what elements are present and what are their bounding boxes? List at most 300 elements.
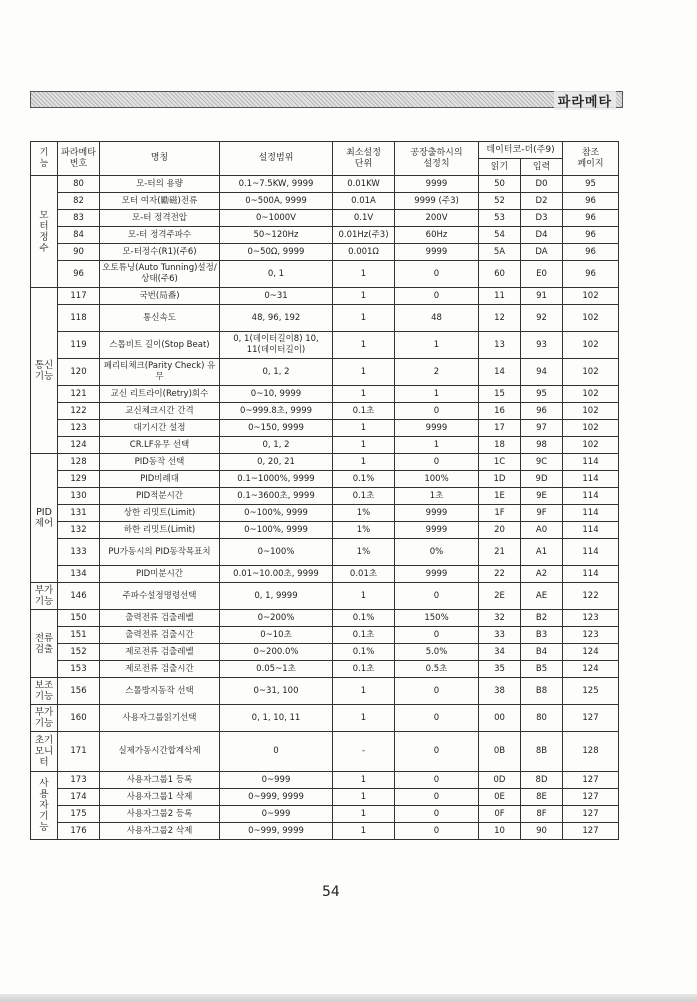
cell-write: 93 [521,332,563,359]
cell-default: 0 [395,806,479,823]
header-group: 기 능 [31,142,58,176]
cell-name: 스톱비트 길이(Stop Beat) [100,332,220,359]
cell-unit: 1% [333,522,395,539]
cell-range: 0~50Ω, 9999 [220,244,333,261]
cell-unit: 1 [333,454,395,471]
cell-write: 95 [521,386,563,403]
cell-write: 9D [521,471,563,488]
cell-ref: 122 [563,583,619,610]
cell-unit: 1 [333,772,395,789]
cell-write: 96 [521,403,563,420]
cell-range: 0~200.0% [220,644,333,661]
cell-range: 0~31, 100 [220,678,333,705]
cell-ref: 96 [563,210,619,227]
cell-write: 9E [521,488,563,505]
cell-code: 90 [58,244,100,261]
cell-write: 98 [521,437,563,454]
cell-default: 0 [395,823,479,840]
cell-unit: 0.1초 [333,403,395,420]
group-cell: 사 용 자 기 능 [31,772,58,840]
cell-ref: 102 [563,420,619,437]
cell-read: 0E [479,789,521,806]
cell-default: 0 [395,583,479,610]
cell-default: 0 [395,454,479,471]
cell-unit: 0.01Hz(주3) [333,227,395,244]
table-row [31,522,619,539]
cell-ref: 102 [563,288,619,305]
cell-default: 2 [395,359,479,386]
cell-code: 129 [58,471,100,488]
cell-range: 0, 1 [220,261,333,288]
cell-code: 133 [58,539,100,566]
group-cell: 전류 검출 [31,610,58,678]
cell-name: 사용자그룹1 등록 [100,772,220,789]
cell-default: 0 [395,403,479,420]
cell-unit: 1% [333,539,395,566]
cell-ref: 114 [563,488,619,505]
cell-code: 122 [58,403,100,420]
cell-ref: 96 [563,261,619,288]
group-cell: 보조 기능 [31,678,58,705]
cell-range: 0~200% [220,610,333,627]
cell-code: 117 [58,288,100,305]
cell-unit: 1 [333,583,395,610]
cell-unit: 1 [333,261,395,288]
cell-name: 주파수설정명령선택 [100,583,220,610]
cell-read: 34 [479,644,521,661]
parameter-table [30,141,619,840]
cell-ref: 127 [563,705,619,732]
cell-ref: 96 [563,244,619,261]
cell-range: 0~999, 9999 [220,789,333,806]
table-row [31,261,619,288]
cell-range: 0, 1, 2 [220,359,333,386]
cell-unit: 1 [333,386,395,403]
cell-read: 0F [479,806,521,823]
table-row [31,386,619,403]
cell-range: 0~999 [220,806,333,823]
cell-name: CR.LF유무 선택 [100,437,220,454]
cell-name: 스톨방지동작 선택 [100,678,220,705]
cell-read: 17 [479,420,521,437]
cell-read: 22 [479,566,521,583]
cell-ref: 124 [563,661,619,678]
cell-write: 80 [521,705,563,732]
cell-default: 100% [395,471,479,488]
cell-name: 사용자그룹2 등록 [100,806,220,823]
cell-read: 16 [479,403,521,420]
table-header [31,142,619,176]
cell-name: 모터 여자(勵磁)전류 [100,193,220,210]
cell-read: 52 [479,193,521,210]
cell-code: 131 [58,505,100,522]
cell-name: 대기시간 설정 [100,420,220,437]
cell-write: AE [521,583,563,610]
cell-default: 0 [395,288,479,305]
cell-read: 1E [479,488,521,505]
cell-code: 119 [58,332,100,359]
table-row [31,732,619,772]
cell-name: 교신체크시간 간격 [100,403,220,420]
cell-read: 1C [479,454,521,471]
cell-ref: 114 [563,454,619,471]
cell-read: 5A [479,244,521,261]
cell-ref: 127 [563,772,619,789]
cell-write: DA [521,244,563,261]
cell-write: B5 [521,661,563,678]
cell-code: 83 [58,210,100,227]
table-row [31,471,619,488]
cell-range: 0~1000V [220,210,333,227]
header-default: 공장출하시의 설정치 [395,142,479,176]
header-code: 파라메타 번호 [58,142,100,176]
cell-name: PID비례대 [100,471,220,488]
cell-default: 200V [395,210,479,227]
cell-code: 160 [58,705,100,732]
cell-write: B2 [521,610,563,627]
cell-code: 96 [58,261,100,288]
cell-write: 8D [521,772,563,789]
header-write: 입력 [521,159,563,176]
cell-code: 171 [58,732,100,772]
table-row [31,420,619,437]
table-row [31,539,619,566]
table-row [31,678,619,705]
cell-ref: 114 [563,566,619,583]
cell-code: 130 [58,488,100,505]
cell-default: 0% [395,539,479,566]
cell-read: 1F [479,505,521,522]
table-row [31,454,619,471]
cell-name: 모-터의 용량 [100,176,220,193]
cell-code: 151 [58,627,100,644]
cell-range: 0~999, 9999 [220,823,333,840]
cell-range: 0.05~1초 [220,661,333,678]
cell-name: 모-터정수(R1)(주6) [100,244,220,261]
table-body [31,176,619,840]
cell-ref: 102 [563,359,619,386]
cell-name: PID미분시간 [100,566,220,583]
cell-read: 32 [479,610,521,627]
cell-name: 제로전류 검출레벨 [100,644,220,661]
cell-code: 173 [58,772,100,789]
table-row [31,644,619,661]
cell-read: 1D [479,471,521,488]
cell-write: 8B [521,732,563,772]
cell-ref: 102 [563,437,619,454]
cell-code: 134 [58,566,100,583]
cell-unit: 1 [333,678,395,705]
cell-ref: 102 [563,403,619,420]
cell-read: 20 [479,522,521,539]
cell-name: 통신속도 [100,305,220,332]
cell-ref: 114 [563,505,619,522]
cell-range: 0, 1, 10, 11 [220,705,333,732]
cell-unit: - [333,732,395,772]
cell-default: 9999 [395,244,479,261]
cell-unit: 0.1초 [333,661,395,678]
cell-default: 0 [395,772,479,789]
cell-ref: 102 [563,386,619,403]
cell-read: 00 [479,705,521,732]
cell-range: 0~500A, 9999 [220,193,333,210]
cell-code: 175 [58,806,100,823]
table-row [31,806,619,823]
cell-ref: 125 [563,678,619,705]
cell-range: 0.1~7.5KW, 9999 [220,176,333,193]
cell-code: 174 [58,789,100,806]
cell-range: 0, 1, 2 [220,437,333,454]
cell-code: 150 [58,610,100,627]
table-row [31,488,619,505]
cell-default: 0 [395,732,479,772]
cell-default: 9999 [395,505,479,522]
table-row [31,505,619,522]
cell-ref: 127 [563,789,619,806]
cell-default: 0 [395,261,479,288]
cell-name: PU가동시의 PID동작목표치 [100,539,220,566]
cell-range: 0~10, 9999 [220,386,333,403]
cell-name: 오토튜닝(Auto Tunning)설정/상태(주6) [100,261,220,288]
cell-ref: 124 [563,644,619,661]
section-header-bar [30,91,623,108]
cell-code: 128 [58,454,100,471]
page-number: 54 [322,884,340,900]
group-cell: 부가 기능 [31,583,58,610]
cell-read: 11 [479,288,521,305]
cell-name: 출력전류 검출시간 [100,627,220,644]
cell-write: 91 [521,288,563,305]
cell-unit: 1 [333,705,395,732]
cell-read: 10 [479,823,521,840]
cell-name: 사용자그룹읽기선택 [100,705,220,732]
cell-unit: 1 [333,789,395,806]
cell-read: 14 [479,359,521,386]
cell-code: 118 [58,305,100,332]
table-row [31,403,619,420]
cell-range: 50~120Hz [220,227,333,244]
cell-default: 1 [395,437,479,454]
cell-default: 9999 (주3) [395,193,479,210]
cell-name: 국번(局番) [100,288,220,305]
cell-ref: 127 [563,806,619,823]
cell-code: 120 [58,359,100,386]
cell-range: 0~31 [220,288,333,305]
table-row [31,210,619,227]
table-row [31,610,619,627]
cell-default: 9999 [395,522,479,539]
group-cell: PID 제어 [31,454,58,583]
cell-default: 0 [395,789,479,806]
table-row [31,305,619,332]
group-cell: 초기 모니 터 [31,732,58,772]
table-row [31,566,619,583]
cell-name: 상한 리밋트(Limit) [100,505,220,522]
group-cell: 모 터 정 수 [31,176,58,288]
cell-ref: 127 [563,823,619,840]
cell-unit: 0.001Ω [333,244,395,261]
cell-write: 90 [521,823,563,840]
cell-read: 12 [479,305,521,332]
cell-range: 0.1~3600초, 9999 [220,488,333,505]
table-row [31,288,619,305]
cell-name: 제로전류 검출시간 [100,661,220,678]
cell-unit: 0.01A [333,193,395,210]
cell-range: 0, 20, 21 [220,454,333,471]
cell-ref: 96 [563,227,619,244]
cell-write: D2 [521,193,563,210]
cell-unit: 1% [333,505,395,522]
table-row [31,359,619,386]
cell-code: 176 [58,823,100,840]
cell-unit: 1 [333,288,395,305]
cell-unit: 0.1초 [333,488,395,505]
cell-read: 21 [479,539,521,566]
cell-write: D4 [521,227,563,244]
cell-write: B3 [521,627,563,644]
cell-code: 152 [58,644,100,661]
cell-range: 0~150, 9999 [220,420,333,437]
cell-read: 53 [479,210,521,227]
cell-name: 교신 리트라이(Retry)회수 [100,386,220,403]
cell-read: 50 [479,176,521,193]
cell-default: 48 [395,305,479,332]
cell-read: 33 [479,627,521,644]
table-row [31,823,619,840]
cell-name: 모-터 정격전압 [100,210,220,227]
cell-unit: 0.1초 [333,627,395,644]
cell-read: 35 [479,661,521,678]
cell-write: A2 [521,566,563,583]
cell-default: 1초 [395,488,479,505]
cell-name: 사용자그룹2 삭제 [100,823,220,840]
cell-range: 0~999.8초, 9999 [220,403,333,420]
cell-range: 0~100% [220,539,333,566]
cell-unit: 1 [333,420,395,437]
cell-default: 0 [395,705,479,732]
cell-write: A0 [521,522,563,539]
cell-range: 0~999 [220,772,333,789]
scan-bottom-edge [0,994,697,1002]
cell-unit: 0.01초 [333,566,395,583]
cell-read: 18 [479,437,521,454]
header-read: 읽기 [479,159,521,176]
cell-code: 132 [58,522,100,539]
cell-default: 1 [395,386,479,403]
cell-code: 84 [58,227,100,244]
table-row [31,661,619,678]
cell-code: 80 [58,176,100,193]
cell-write: B4 [521,644,563,661]
cell-range: 0~100%, 9999 [220,522,333,539]
cell-default: 9999 [395,566,479,583]
cell-unit: 1 [333,359,395,386]
cell-unit: 0.1% [333,471,395,488]
cell-read: 13 [479,332,521,359]
cell-read: 0D [479,772,521,789]
cell-write: 9F [521,505,563,522]
cell-name: PID적분시간 [100,488,220,505]
cell-default: 9999 [395,420,479,437]
cell-name: PID동작 선택 [100,454,220,471]
table-row [31,437,619,454]
cell-read: 0B [479,732,521,772]
cell-read: 54 [479,227,521,244]
cell-default: 150% [395,610,479,627]
cell-code: 123 [58,420,100,437]
cell-ref: 95 [563,176,619,193]
cell-range: 0, 1(데이터길이8) 10, 11(데이터길이) [220,332,333,359]
cell-write: 9C [521,454,563,471]
cell-code: 156 [58,678,100,705]
cell-name: 실제가동시간합계삭제 [100,732,220,772]
cell-ref: 123 [563,627,619,644]
cell-range: 0 [220,732,333,772]
cell-write: 97 [521,420,563,437]
group-cell: 통신 기능 [31,288,58,454]
cell-range: 0, 1, 9999 [220,583,333,610]
cell-read: 38 [479,678,521,705]
header-unit: 최소설정 단위 [333,142,395,176]
table-row [31,583,619,610]
cell-write: A1 [521,539,563,566]
header-name: 명칭 [100,142,220,176]
group-cell: 부가 기능 [31,705,58,732]
cell-write: D3 [521,210,563,227]
cell-ref: 114 [563,539,619,566]
cell-default: 0 [395,627,479,644]
cell-ref: 96 [563,193,619,210]
cell-range: 0.1~1000%, 9999 [220,471,333,488]
cell-code: 121 [58,386,100,403]
header-ref: 참조 페이지 [563,142,619,176]
cell-range: 0~10초 [220,627,333,644]
cell-read: 15 [479,386,521,403]
table-row [31,244,619,261]
cell-ref: 114 [563,522,619,539]
cell-name: 하한 리밋트(Limit) [100,522,220,539]
cell-ref: 128 [563,732,619,772]
cell-write: 8E [521,789,563,806]
cell-code: 124 [58,437,100,454]
cell-unit: 0.1% [333,610,395,627]
section-title: 파라메타 [554,91,616,110]
cell-read: 60 [479,261,521,288]
cell-write: 8F [521,806,563,823]
cell-default: 60Hz [395,227,479,244]
cell-name: 사용자그룹1 삭제 [100,789,220,806]
cell-default: 5.0% [395,644,479,661]
cell-unit: 0.1V [333,210,395,227]
cell-unit: 1 [333,332,395,359]
table-row [31,227,619,244]
cell-unit: 0.01KW [333,176,395,193]
cell-unit: 1 [333,806,395,823]
cell-write: B8 [521,678,563,705]
cell-name: 페리티체크(Parity Check) 유무 [100,359,220,386]
table-row [31,789,619,806]
cell-write: D0 [521,176,563,193]
table-row [31,627,619,644]
cell-name: 출력전류 검출레벨 [100,610,220,627]
cell-range: 48, 96, 192 [220,305,333,332]
cell-unit: 1 [333,305,395,332]
cell-ref: 123 [563,610,619,627]
table-row [31,193,619,210]
cell-unit: 1 [333,437,395,454]
cell-write: 92 [521,305,563,332]
cell-code: 146 [58,583,100,610]
